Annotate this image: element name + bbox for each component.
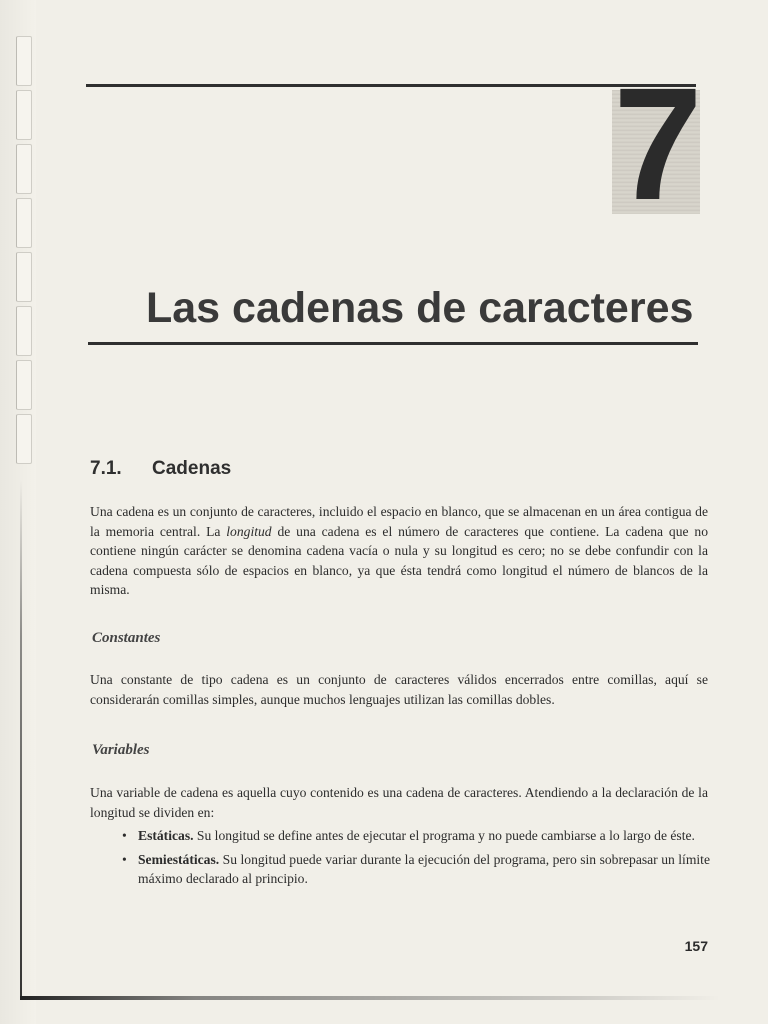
list-item-text: Su longitud puede variar durante la ejecución del programa, pero sin sobrepasar un límite máximo declarado al principio. <box>138 851 710 886</box>
chapter-number: 7 <box>613 54 699 233</box>
variables-heading: Variables <box>92 742 150 758</box>
page-number: 157 <box>684 938 708 954</box>
punch-hole <box>16 90 32 140</box>
bottom-edge-shadow <box>20 996 720 1000</box>
section-title: Cadenas <box>152 458 232 479</box>
list-item <box>120 850 710 889</box>
punch-hole <box>16 252 32 302</box>
binder-strip <box>0 0 36 1024</box>
list-item-text: Su longitud se define antes de ejecutar el programa y no puede cambiarse a lo largo de éste. <box>193 828 695 843</box>
header-rule <box>86 84 696 87</box>
title-rule <box>88 342 698 345</box>
intro-paragraph <box>90 502 708 600</box>
intro-text-part1: Una cadena es un conjunto de caracteres, incluido el espacio en blanco, que se almacenan en un área contigua de la memoria central. La <box>90 504 708 539</box>
constantes-heading: Constantes <box>92 630 161 646</box>
intro-emphasis: longitud <box>226 523 272 539</box>
punch-hole <box>16 414 32 464</box>
punch-hole <box>16 306 32 356</box>
punch-hole <box>16 36 32 86</box>
constantes-paragraph: Una constante de tipo cadena es un conjunto de caracteres válidos encerrados entre comillas, aquí se considerarán comillas simples, aunque muchos lenguajes utilizan las comillas dobles. <box>90 672 708 707</box>
list-item-term: Semiestáticas. <box>138 851 220 867</box>
section-heading <box>90 456 231 482</box>
punch-hole <box>16 360 32 410</box>
chapter-title: Las cadenas de caracteres <box>146 284 694 332</box>
list-item <box>120 826 710 846</box>
list-item-term: Estáticas. <box>138 828 194 843</box>
section-number: 7.1. <box>90 458 122 479</box>
margin-line <box>20 480 22 1000</box>
punch-hole <box>16 144 32 194</box>
intro-text-part2: de una cadena es el número de caracteres que contiene. La cadena que no contiene ningún carácter se denomina cadena vacía o nula y su longitud es cero; no se debe confundir con la cadena compuesta sólo de espacios en blanco, ya que ésta tendrá como longitud el número de blancos de la misma. <box>90 523 708 597</box>
variables-paragraph: Una variable de cadena es aquella cuyo contenido es una cadena de caracteres. Atendiendo a la declaración de la longitud se dividen en: <box>90 785 708 820</box>
variables-list <box>120 826 710 893</box>
punch-hole <box>16 198 32 248</box>
